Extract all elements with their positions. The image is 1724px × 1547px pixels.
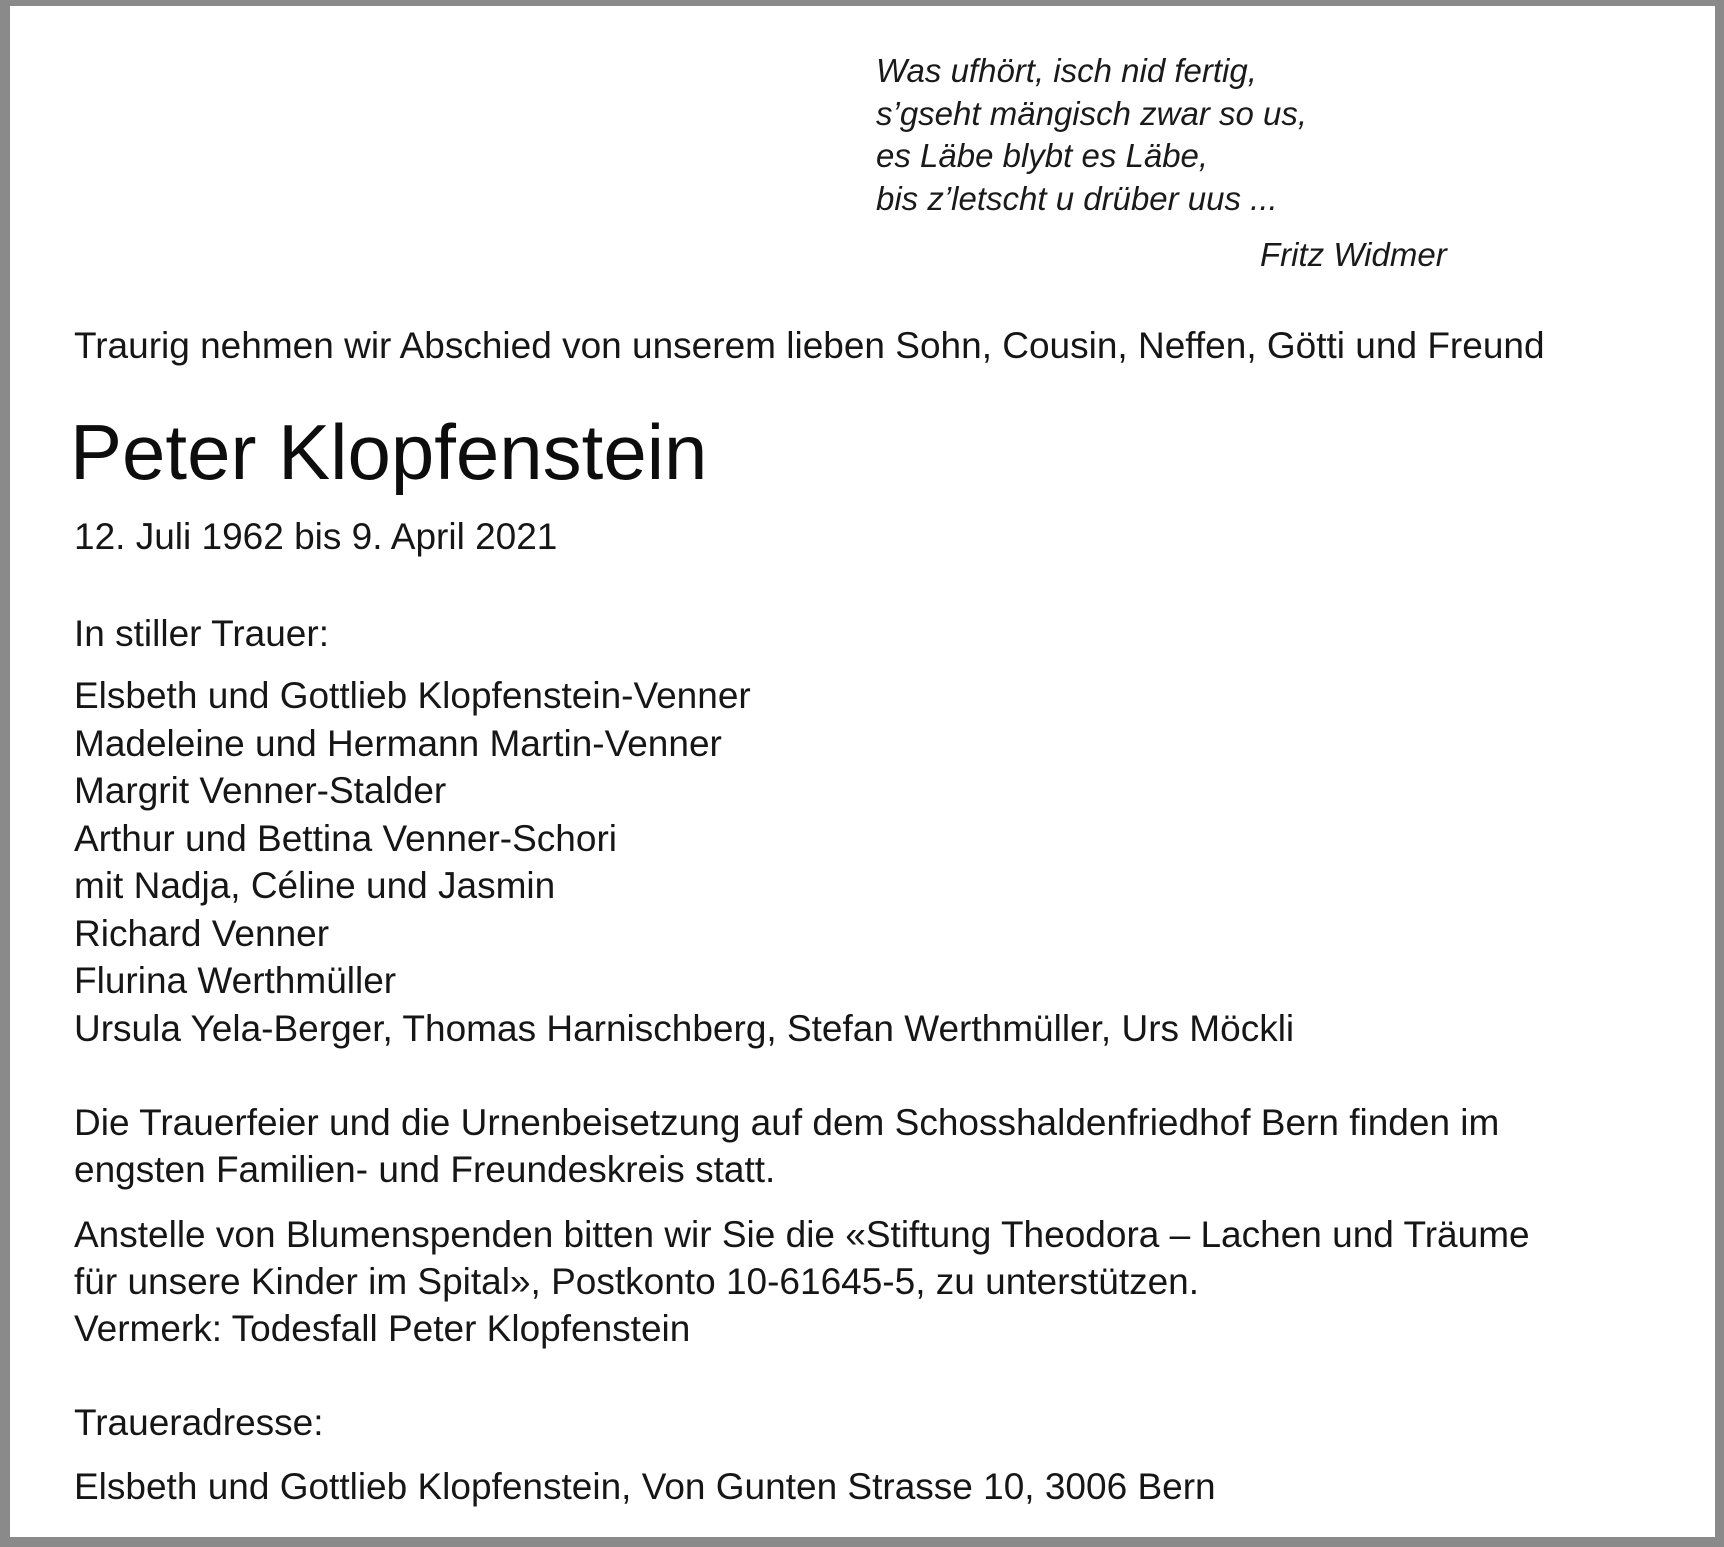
- mourning-label: In stiller Trauer:: [74, 613, 329, 654]
- mourners-list: [74, 672, 1294, 1052]
- poem-line: s’gseht mängisch zwar so us,: [876, 94, 1308, 132]
- mourner-entry: mit Nadja, Céline und Jasmin: [74, 865, 556, 906]
- donation-line: für unsere Kinder im Spital», Postkonto 10-61645-5, zu unterstützen.: [74, 1261, 1200, 1302]
- poem: [876, 50, 1307, 220]
- mourning-address: Elsbeth und Gottlieb Klopfenstein, Von Gunten Strasse 10, 3006 Bern: [74, 1466, 1216, 1507]
- deceased-name: Peter Klopfenstein: [70, 408, 708, 496]
- mourner-entry: Elsbeth und Gottlieb Klopfenstein-Venner: [74, 675, 751, 716]
- mourner-entry: Richard Venner: [74, 912, 330, 954]
- poem-line: es Läbe blybt es Läbe,: [876, 137, 1209, 174]
- ceremony-line: engsten Familien- und Freundeskreis statt.: [74, 1149, 776, 1190]
- mourner-entry: Arthur und Bettina Venner-Schori: [74, 817, 617, 859]
- donation-paragraph: [74, 1211, 1530, 1352]
- ceremony-line: Die Trauerfeier und die Urnenbeisetzung auf dem Schosshaldenfriedhof Bern finden im: [74, 1102, 1500, 1143]
- donation-note: Vermerk: Todesfall Peter Klopfenstein: [74, 1308, 691, 1349]
- mourner-entry: Ursula Yela-Berger, Thomas Harnischberg, Stefan Werthmüller, Urs Möckli: [74, 1007, 1295, 1049]
- address-label: Traueradresse:: [74, 1402, 324, 1443]
- mourner-entry: Madeleine und Hermann Martin-Venner: [74, 722, 722, 764]
- mourner-entry: Margrit Venner-Stalder: [74, 770, 447, 811]
- ceremony-paragraph: [74, 1099, 1499, 1193]
- poem-line: Was ufhört, isch nid fertig,: [876, 52, 1257, 89]
- donation-line: Anstelle von Blumenspenden bitten wir Sie die «Stiftung Theodora – Lachen und Träume: [74, 1214, 1530, 1255]
- intro-text: Traurig nehmen wir Abschied von unserem lieben Sohn, Cousin, Neffen, Götti und Freund: [74, 325, 1545, 366]
- poem-author: Fritz Widmer: [1260, 236, 1447, 273]
- life-dates: 12. Juli 1962 bis 9. April 2021: [74, 516, 558, 557]
- poem-line: bis z’letscht u drüber uus ...: [876, 179, 1278, 217]
- mourner-entry: Flurina Werthmüller: [74, 960, 397, 1001]
